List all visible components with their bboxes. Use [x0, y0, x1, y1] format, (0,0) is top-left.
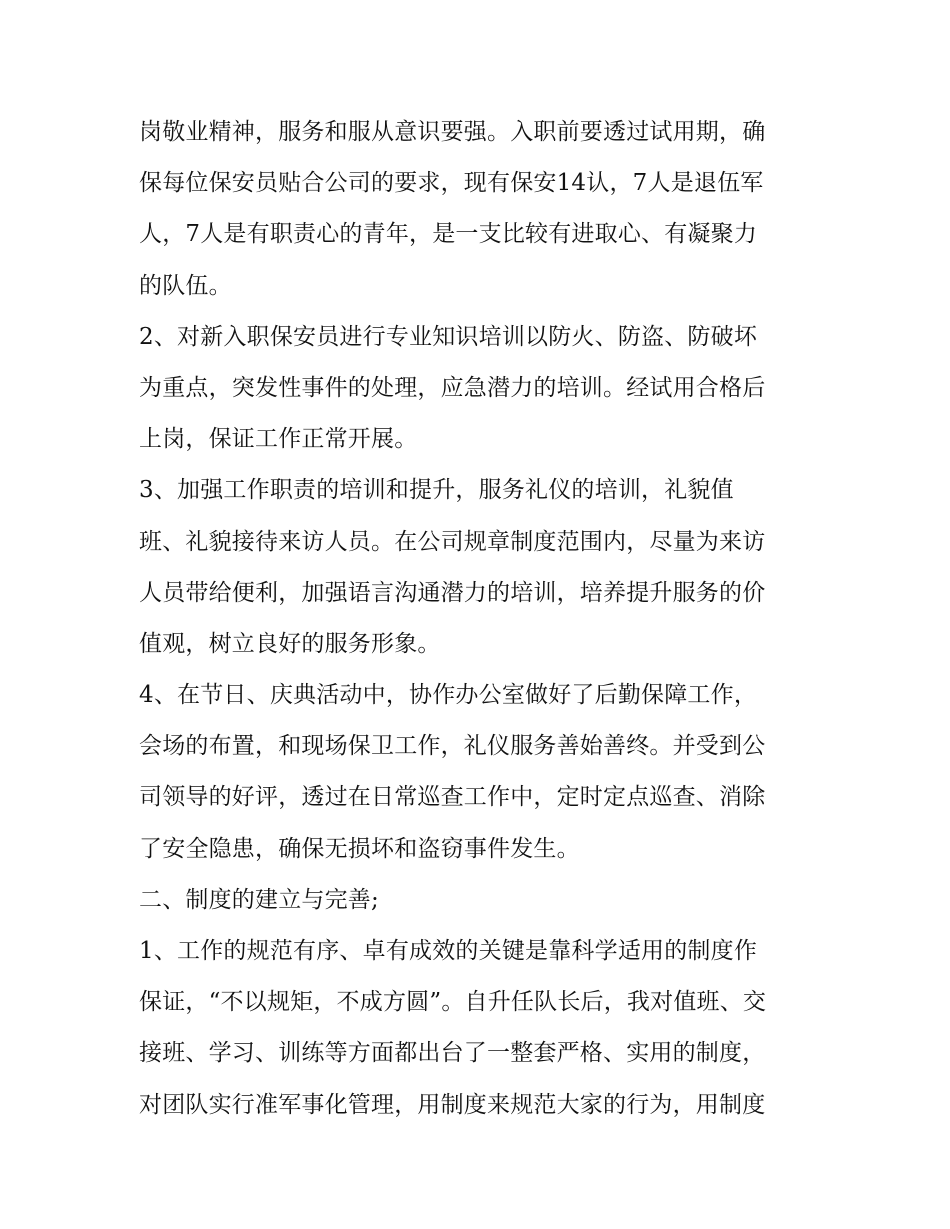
text-line: 2、对新入职保安员进行专业知识培训以防火、防盗、防破坏	[139, 323, 758, 350]
text-line: 岗敬业精神，服务和服从意识要强。入职前要透过试用期，确	[139, 119, 766, 145]
text-line: 人员带给便利，加强语言沟通潜力的培训，培养提升服务的价	[139, 579, 766, 606]
text-line: 会场的布置，和现场保卫工作，礼仪服务善始善终。并受到公	[139, 733, 766, 760]
text-line: 4、在节日、庆典活动中，协作办公室做好了后勤保障工作，	[139, 682, 758, 709]
text-line: 上岗，保证工作正常开展。	[139, 426, 418, 453]
text-line: 二、制度的建立与完善;	[139, 886, 379, 913]
text-line: 司领导的好评，透过在日常巡查工作中，定时定点巡查、消除	[139, 784, 766, 811]
text-line: 保证，“不以规矩，不成方圆”。自升任队长后，我对值班、交	[139, 989, 767, 1016]
document-body	[139, 107, 819, 1131]
text-line: 保每位保安员贴合公司的要求，现有保安14认，7人是退伍军	[139, 170, 764, 197]
text-line: 对团队实行准军事化管理，用制度来规范大家的行为，用制度	[139, 1091, 766, 1118]
text-line: 接班、学习、训练等方面都出台了一整套严格、实用的制度，	[139, 1040, 766, 1067]
text-line: 人，7人是有职责心的青年，是一支比较有进取心、有凝聚力	[139, 221, 758, 248]
text-line: 了安全隐患，确保无损坏和盗窃事件发生。	[139, 835, 580, 862]
text-line: 的队伍。	[139, 272, 232, 299]
text-line: 为重点，突发性事件的处理，应急潜力的培训。经试用合格后	[139, 374, 766, 401]
text-line: 班、礼貌接待来访人员。在公司规章制度范围内，尽量为来访	[139, 528, 766, 555]
text-line: 值观，树立良好的服务形象。	[139, 630, 441, 657]
text-line: 1、工作的规范有序、卓有成效的关键是靠科学适用的制度作	[139, 938, 758, 964]
text-line: 3、加强工作职责的培训和提升，服务礼仪的培训，礼貌值	[139, 477, 734, 504]
